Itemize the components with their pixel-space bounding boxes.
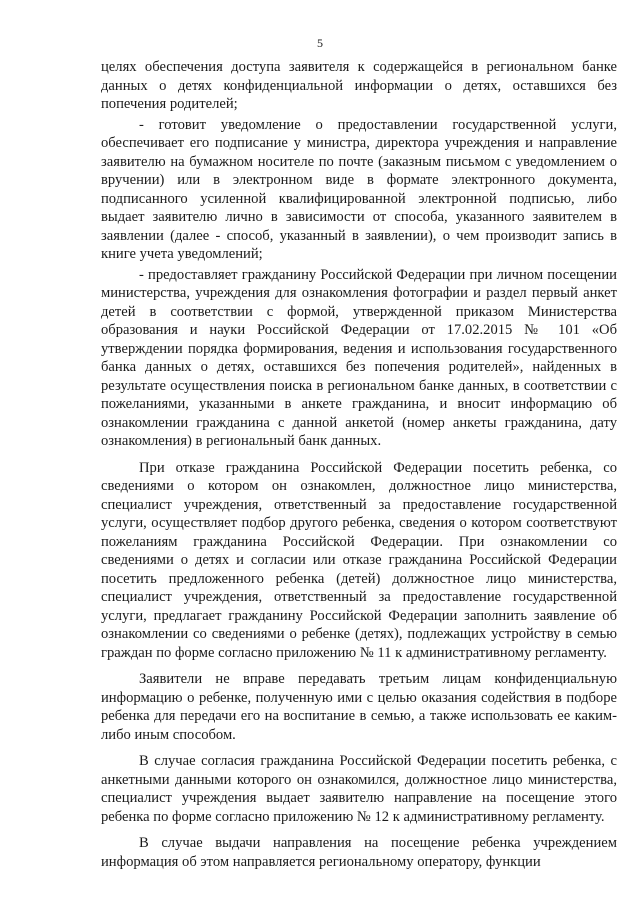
paragraph-referral: В случае выдачи направления на посещение ребенка учреждением информация об этом направляется региональному оператору, функции: [101, 835, 617, 870]
body-text: [101, 58, 617, 879]
paragraph-consent: В случае согласия гражданина Российской Федерации посетить ребенка, с анкетными данными которого он ознакомился, должностное лицо министерства, специалист учреждения выдает заявителю направление на посещение этого ребенка по форме согласно приложению № 12 к административному регламенту.: [101, 753, 617, 825]
paragraph-provides-profiles: - предоставляет гражданину Российской Федерации при личном посещении министерства, учреждения для ознакомления фотографии и раздел первый анкет детей в соответствии с формой, утвержденной приказом Министерства образования и науки Российской Федерации от 17.02.2015 № 101 «Об утверждении порядка формирования, ведения и использования государственного банка данных о детях, оставшихся без попечения родителей», найденных в результате осуществления поиска в региональном банке данных, в соответствии с пожеланиями, указанными в анкете гражданина, и вносит информацию об ознакомлении гражданина с данной анкетой (номер анкеты гражданина, дату ознакомления) в региональный банк данных.: [101, 266, 617, 449]
paragraph-notification: - готовит уведомление о предоставлении государственной услуги, обеспечивает его подписание у министра, директора учреждения и направление заявителю на бумажном носителе по почте (заказным письмом с уведомлением о вручении) или в электронном виде в формате электронного документа, подписанного усиленной квалифицированной электронной подписью, либо выдает заявителю лично в зависимости от способа, указанного заявителем в заявлении (далее - способ, указанный в заявлении), о чем производит запись в книге учета уведомлений;: [101, 116, 617, 262]
page-number: 5: [317, 36, 323, 50]
paragraph-access-continuation: целях обеспечения доступа заявителя к содержащейся в региональном банке данных о детях конфиденциальной информации о детях, оставшихся без попечения родителей;: [101, 59, 617, 112]
paragraph-refusal: При отказе гражданина Российской Федерации посетить ребенка, со сведениями о котором он ознакомлен, должностное лицо министерства, специалист учреждения, ответственный за предоставление государственной услуги, осуществляет подбор другого ребенка, сведения о котором соответствуют пожеланиям гражданина Российской Федерации. При ознакомлении со сведениями о детях и согласии или отказе гражданина Российской Федерации посетить предложенного ребенка (детей) должностное лицо министерства, специалист учреждения, ответственный за предоставление государственной услуги, предлагает гражданину Российской Федерации заполнить заявление об ознакомлении со сведениями о ребенке (детях), подлежащих устройству в семью граждан по форме согласно приложению № 11 к административному регламенту.: [101, 459, 617, 661]
paragraph-confidentiality: Заявители не вправе передавать третьим лицам конфиденциальную информацию о ребенке, полученную ими с целью оказания содействия в подборе ребенка для передачи его на воспитание в семью, а также использовать ее каким-либо иным способом.: [101, 671, 617, 743]
